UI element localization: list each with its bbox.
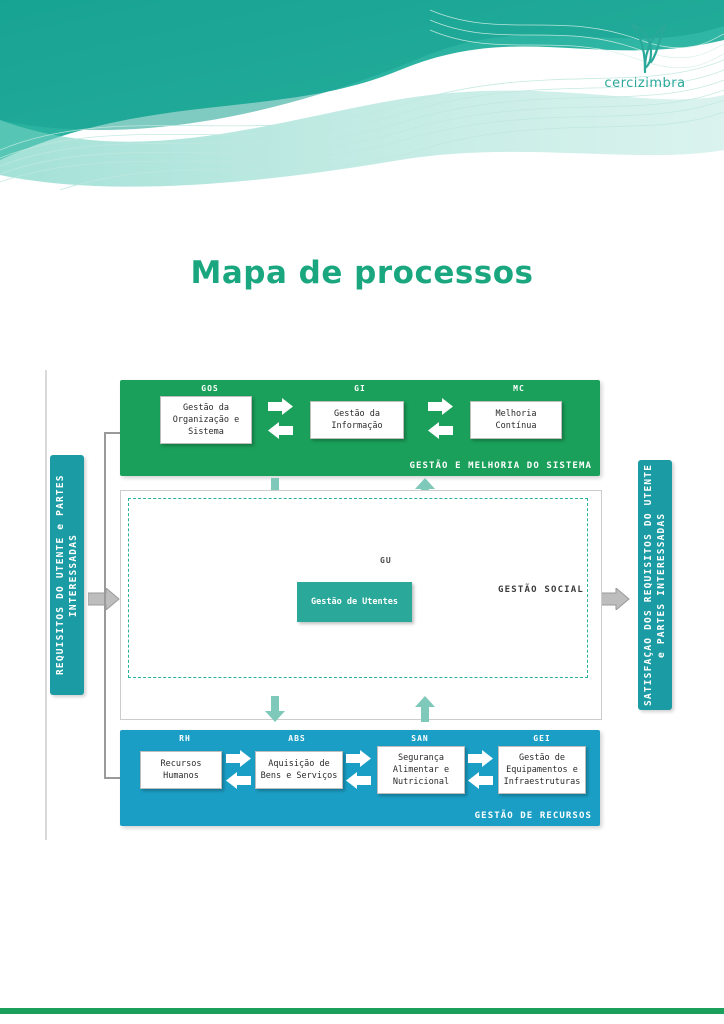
right-satisfaction-banner [638, 460, 672, 710]
arrow-right-rh-abs-icon [226, 750, 252, 771]
process-code-rh: RH [179, 734, 191, 743]
arrow-right-san-gei-icon [468, 750, 494, 771]
arrow-left-san-abs-icon [346, 772, 372, 793]
process-code-san: SAN [411, 734, 429, 743]
arrow-left-abs-rh-icon [226, 772, 252, 793]
bottom-band-caption: GESTÃO DE RECURSOS [474, 811, 592, 821]
arrow-left-gi-gos-icon [268, 422, 294, 443]
process-code-gos: GOS [201, 384, 219, 393]
process-box-san[interactable]: Segurança Alimentar e Nutricional [377, 746, 465, 794]
arrow-right-abs-san-icon [346, 750, 372, 771]
arrow-right-gi-mc-icon [428, 398, 454, 419]
arrow-left-mc-gi-icon [428, 422, 454, 443]
arrow-left-gei-san-icon [468, 772, 494, 793]
left-requirements-banner [50, 455, 84, 695]
brand-logo [590, 18, 700, 91]
gestao-social-caption: GESTÃO SOCIAL [498, 585, 585, 595]
process-code-gi: GI [354, 384, 366, 393]
top-band-caption: GESTÃO E MELHORIA DO SISTEMA [409, 461, 592, 471]
process-code-gu: GU [380, 556, 392, 565]
left-divider-rule [45, 370, 47, 840]
process-box-abs[interactable]: Aquisição de Bens e Serviços [255, 751, 343, 789]
connector-left-vertical [104, 432, 106, 778]
footer-spacer [0, 1014, 724, 1024]
process-box-gu[interactable]: Gestão de Utentes [297, 582, 412, 622]
connector-top-left [104, 432, 120, 434]
arrow-right-gos-gi-icon [268, 398, 294, 419]
process-code-mc: MC [513, 384, 525, 393]
connector-bottom-left [104, 777, 120, 779]
process-map-diagram [0, 360, 724, 860]
output-arrow-icon [598, 588, 630, 614]
process-box-gi[interactable]: Gestão da Informação [310, 401, 404, 439]
page-title: Mapa de processos [190, 255, 534, 291]
left-banner-label: REQUISITOS DO UTENTE e PARTES INTERESSADAS [55, 474, 79, 676]
process-code-abs: ABS [288, 734, 306, 743]
arrow-down-middle-to-bottom-icon [265, 696, 285, 726]
process-box-mc[interactable]: Melhoria Contínua [470, 401, 562, 439]
right-banner-label: SATISFAÇÃO DOS REQUISITOS DO UTENTE e PARTES INTERESSADAS [643, 463, 667, 707]
process-box-gos[interactable]: Gestão da Organização e Sistema [160, 396, 252, 444]
process-box-gei[interactable]: Gestão de Equipamentos e Infraestruturas [498, 746, 586, 794]
brand-logo-text: cercizimbra [604, 76, 686, 91]
process-code-gei: GEI [533, 734, 551, 743]
leaf-logo-icon [617, 18, 673, 74]
arrow-up-bottom-to-middle-icon [415, 696, 435, 726]
process-box-rh[interactable]: Recursos Humanos [140, 751, 222, 789]
